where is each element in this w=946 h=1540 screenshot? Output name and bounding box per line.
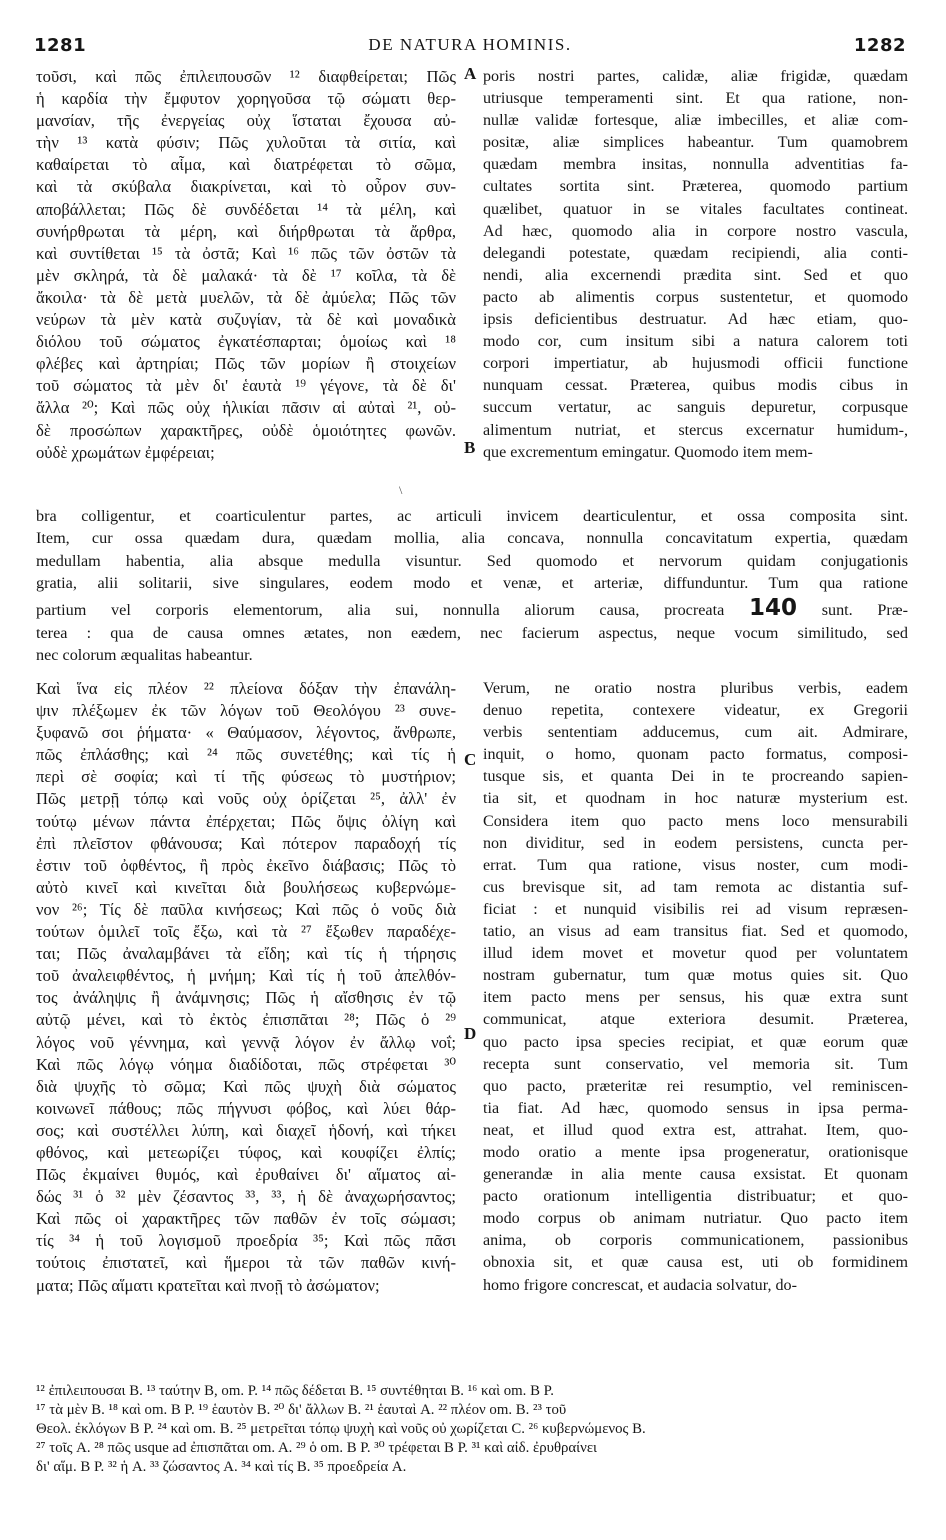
latin-text-line: tusque sis, et quanta Dei in te procreando sapien-	[483, 768, 908, 786]
greek-text-line: ξυφανῶ σοι ῥήματα· « Θαύμασον, λέγοντος, ἄνθρωπε,	[36, 723, 456, 743]
greek-text-line: σος; καὶ συστέλλει λύπη, καὶ διαχεῖ ἡδονή, καὶ τήκει	[36, 1120, 456, 1140]
greek-text-line: Καὶ πῶς οἱ χαρακτῆρες τῶν παθῶν ἐν τοῖς σώμασι;	[36, 1209, 456, 1229]
greek-text-line: κοινωνεῖ πάθους; πῶς πήγνυσι φόβος, καὶ λύει θάρ-	[36, 1098, 456, 1118]
greek-text-line: οὐδὲ χρωμάτων ἐμφέρειαι;	[36, 442, 215, 462]
latin-text-line: generandæ in alia mente causa exsistat. Et quonam	[483, 1166, 908, 1184]
greek-text-line: τοῦσι, καὶ πῶς ἐπιλειπουσῶν ¹² διαφθείρεται; Πῶς	[36, 67, 456, 86]
greek-text-line: Πῶς μετρῇ τόπῳ καὶ νοῦς οὐχ ὁρίζεται ²⁵, ἀλλ' ἐν	[36, 789, 456, 809]
latin-text-line: modo oratio a mente ipsa progeneratur, orationisque	[483, 1143, 908, 1161]
greek-text-line: αποβάλλεται; Πῶς δὲ συνδέδεται ¹⁴ τὰ μέλη, καὶ	[36, 199, 456, 219]
margin-marker-b: B	[464, 438, 476, 457]
latin-text-line: Considera item quo pacto mens loco mensurabili	[483, 812, 908, 830]
latin-text-line: modo cor, cum insitum sibi a natura calorem toti	[483, 333, 908, 351]
greek-text-line: φλέβες καὶ ἀρτηρίαι; Πῶς τῶν μορίων ἢ στοιχείων	[36, 354, 456, 374]
latin-text-line: Ad hæc, quomodo alia in corpore nostro vascula,	[483, 222, 908, 240]
greek-column-top	[36, 66, 456, 464]
latin-text-line: non dividitur, sed in eodem persistens, cuncta per-	[483, 834, 908, 852]
latin-text-line: nunquam cessat. Præterea, quibus modis cibus in	[483, 377, 908, 395]
greek-text-line: τούτοις ἐπιστατεῖ, καὶ ἥμεροι τὰ τῶν παθῶν κινή-	[36, 1253, 456, 1273]
footnotes	[36, 1382, 908, 1477]
greek-text-line: Καὶ πῶς λόγῳ νόημα διαδίδοται, πῶς στρέφεται ³⁰	[36, 1054, 456, 1074]
latin-text-line: quælibet, quatuor in se vitales facultates contineat.	[483, 200, 908, 218]
greek-text-line: μανσίαν, τῆς ἐνεργείας οὐχ ἵσταται ἔχουσα αὐ-	[36, 111, 456, 131]
greek-text-line: δώς ³¹ ὁ ³² μὲν ζέσαντος ³³, ³³, ἡ δὲ ἀναχωρήσαντος;	[36, 1187, 456, 1207]
latin-text-line: tatio, an visus ad eam transitus fiat. Sed et quomodo,	[483, 923, 908, 941]
latin-text-line: recepta sunt conservatio, vel memoria sit. Tum	[483, 1055, 908, 1073]
latin-text-line: pacto ab alimentis corpus sustentetur, et quomodo	[483, 288, 908, 306]
greek-text-line: λόγος νοῦ γέννημα, καὶ γεννᾷ λόγον ἐν ἄλλῳ νοΐ;	[36, 1032, 456, 1052]
latin-text-line: Item, cur ossa quædam dura, quædam mollia, alia concava, nonnulla concavitatum expertia, quædam	[36, 529, 908, 548]
text-after-column-number: sunt. Præ-	[821, 601, 908, 620]
page-number-right: 1282	[853, 34, 906, 56]
running-title: DE NATURA HOMINIS.	[368, 35, 572, 54]
greek-column-bottom	[36, 678, 456, 1297]
footnote-line: ¹⁷ τὰ μὲν B. ¹⁸ καὶ om. B P. ¹⁹ ἑαυτὸν B. ²⁰ δι' ἄλλων B. ²¹ ἑαυταὶ A. ²² πλέον om. B. ²³ τοῦ	[36, 1402, 567, 1418]
greek-text-line: ἡ καρδία τὴν ἔμφυτον χορηγοῦσα τῷ σώματι θερ-	[36, 89, 456, 109]
greek-text-line: Καὶ ἵνα εἰς πλέον ²² πλείονα δόξαν τὴν ἐπανάλη-	[36, 679, 456, 698]
latin-text-line: homo frigore concrescat, et audacia solvatur, do-	[483, 1276, 797, 1294]
running-header	[34, 30, 906, 60]
latin-text-line: corpori impertiatur, ab hujusmodi officii functione	[483, 355, 908, 373]
footnote-line: ²⁷ τοῖς A. ²⁸ πῶς usque ad ἐπισπᾶται om. A. ²⁹ ὁ om. B P. ³⁰ τρέφεται B P. ³¹ καὶ αἰδ. ἐρυθραίνει	[36, 1440, 598, 1456]
greek-text-line: αὐτὸ κινεῖ καὶ κινεῖται διὰ βουλήσεως κυβερνώμε-	[36, 877, 456, 897]
greek-text-line: Πῶς ἐκμαίνει θυμός, καὶ ἐρυθαίνει δι' αἵματος αἰ-	[36, 1165, 456, 1185]
latin-text-line: item pacto mens per sensus, his quæ extra sunt	[483, 989, 908, 1007]
latin-text-line: denuo repetita, contexere videatur, ex Gregorii	[483, 702, 908, 720]
latin-text-line: ficiat : et nunquid visibilis rei ad visum repræsen-	[483, 900, 908, 918]
latin-text-line: bra colligentur, et coarticulentur partes, ac articuli invicem dearticulentur, et ossa composita sint.	[36, 507, 908, 525]
greek-text-line: ψιν πλέξωμεν ἐκ τῶν λόγων τοῦ Θεολόγου ²³ συνε-	[36, 701, 456, 721]
latin-text-line: quo pacto, præteritæ rei resumptio, vel reminiscen-	[483, 1077, 908, 1095]
latin-text-line: terea : qua de causa omnes ætates, non eædem, nec facierum aspectus, neque vocum similitudo, sed	[36, 624, 908, 643]
greek-text-line: ται; Πῶς ἀναλαμβάνει τὰ εἴδη; καὶ τίς ἡ τήρησις	[36, 944, 456, 964]
greek-text-line: δὲ προσώπων χαρακτῆρες, οὐδὲ ὁμοιότητες φωνῶν.	[36, 420, 456, 440]
greek-text-line: αὐτῷ μένει, καὶ τὸ ἐκτὸς ἐπισπᾶται ²⁸; Πῶς ὁ ²⁹	[36, 1010, 456, 1030]
greek-text-line: πῶς ἐπλάσθης; καὶ ²⁴ πῶς συνετέθης; καὶ τίς ἡ	[36, 745, 456, 765]
footnote-line: ¹² ἐπιλειπουσαι B. ¹³ ταύτην B, om. P. ¹⁴ πῶς δέδεται B. ¹⁵ συντέθηται B. ¹⁶ καὶ om. B P.	[36, 1383, 554, 1399]
greek-text-line: ἐπὶ πλεῖστον φθάνουσα; Καὶ πότερον παραδοχή τίς	[36, 833, 456, 853]
greek-text-line: διὰ ψυχῆς τὸ σῶμα; Καὶ πῶς ψυχὴ διὰ σώματος	[36, 1076, 456, 1096]
greek-text-line: φθόνος, καὶ μετεωρίζει τύφος, καὶ κουφίζει ἐλπίς;	[36, 1142, 456, 1162]
greek-text-line: περὶ σὲ σοφία; καὶ τί τῆς φύσεως τὸ μυστήριον;	[36, 767, 456, 787]
footnote-line: δι' αἵμ. B P. ³² ἡ A. ³³ ζώσαντος A. ³⁴ καὶ τίς B. ³⁵ προεδρεία A.	[36, 1459, 407, 1475]
latin-text-line: nendi, alia excernendi prædita sint. Sed et quo	[483, 266, 908, 284]
greek-text-line: ματα; Πῶς αἵματι κρατεῖται καὶ πνοῇ τὸ ἀσώματον;	[36, 1275, 380, 1295]
latin-text-line: nec colorum æqualitas habeantur.	[36, 646, 253, 665]
footnote-line: Θεολ. ἐκλόγων B P. ²⁴ καὶ om. B. ²⁵ μετρεῖται τόπῳ ψυχὴ καὶ νοῦς οὐ χωρίζεται C. ²⁶ κυβερνώμενος B.	[36, 1421, 646, 1437]
greek-text-line: τοῦ σώματος τὰ μὲν δι' ἑαυτὰ ¹⁹ γέγονε, τὰ δὲ δι'	[36, 376, 456, 396]
greek-text-line: τούτων ὁμιλεῖ τοῖς ἔξω, καὶ τὰ ²⁷ ἔξωθεν παραδέχε-	[36, 922, 456, 942]
latin-text-line: modo corpus ob animam nutriatur. Quo pacto item	[483, 1210, 908, 1228]
column-number: 140	[748, 595, 797, 622]
latin-text-line: medullam habentia, alia absque medulla visuntur. Sed quomodo et nervorum quidam conjugationis	[36, 551, 908, 570]
greek-text-line: ἄλλα ²⁰; Καὶ πῶς οὐχ ἡλικίαι πᾶσιν αἱ αὐταὶ ²¹, οὐ-	[36, 398, 456, 418]
greek-text-line: τούτῳ μένων πάντα ἐπέρχεται; Πῶς ὄψις ὀλίγη καὶ	[36, 811, 456, 831]
latin-text-line: utriusque temperamenti sint. Et qua ratione, non-	[483, 90, 908, 108]
margin-marker-d: D	[464, 1024, 477, 1043]
latin-text-line: inquit, o homo, quonam pacto formatus, composi-	[483, 746, 908, 764]
greek-text-line: διόλου τοῦ σώματος ἐγκατέσπαρται; ὁμοίως καὶ ¹⁸	[36, 332, 456, 352]
latin-text-line: anima, ob corporis communicationem, passionibus	[483, 1232, 908, 1250]
greek-text-line: συνήρθρωται τὰ μέρη, καὶ διήρθρωται τὰ ἄρθρα,	[36, 221, 456, 241]
latin-text-line: positæ, aliæ simplices habeantur. Tum quamobrem	[483, 134, 908, 152]
greek-text-line: τὴν ¹³ κατὰ φύσιν; Πῶς χυλοῦται τὰ σιτία, καὶ	[36, 133, 456, 153]
latin-text-line: nullæ validæ fortesque, aliæ imbecilles, et aliæ com-	[483, 112, 908, 130]
page-number-left: 1281	[34, 34, 87, 56]
stray-mark: \	[399, 483, 403, 497]
latin-text-line: communicat, atque exteriora desumit. Præterea,	[483, 1011, 908, 1029]
greek-text-line: νεύρων τὰ μὲν κατὰ συζυγίαν, τὰ δὲ καὶ μοναδικὰ	[36, 310, 456, 330]
latin-text-line: succum vertatur, ac sanguis depuretur, corpusque	[483, 399, 908, 417]
latin-full-width-block	[36, 505, 908, 667]
text-before-column-number: partium vel corporis elementorum, alia sui, nonnulla aliorum causa, procreata	[36, 601, 725, 620]
latin-text-line: delegandi potestate, quædam recipiendi, alia conti-	[483, 244, 908, 262]
latin-text-line: que excrementum emingatur. Quomodo item mem-	[483, 443, 813, 461]
text-line-with-column-number	[36, 594, 908, 622]
greek-text-line: τίς ³⁴ ἡ τοῦ λογισμοῦ προεδρία ³⁵; Καὶ πῶς πᾶσι	[36, 1231, 456, 1251]
latin-text-line: illud idem movet et movetur quod per voluntatem	[483, 945, 908, 963]
latin-text-line: quædam membra insitas, nonnulla adventitias fa-	[483, 156, 908, 174]
latin-text-line: ipsis deficientibus destruatur. Ad hæc etiam, quo-	[483, 311, 908, 329]
greek-text-line: καθαίρεται τὸ αἷμα, καὶ διατρέφεται τὸ σῶμα,	[36, 155, 456, 175]
greek-text-line: τος ἀνάληψις ἢ ἀνάμνησις; Πῶς ἡ αἴσθησις ἐν τῷ	[36, 988, 456, 1008]
greek-text-line: τοῦ ἀναλειφθέντος, ἡ μνήμη; Καὶ τίς ἡ τοῦ ἀπελθόν-	[36, 966, 456, 986]
latin-text-line: gratia, alii solitarii, sive singulares, eodem modo et venæ, et arteriæ, diffunduntur. Tum qua ratione	[36, 573, 908, 592]
greek-text-line: καὶ συντίθεται ¹⁵ τὰ ὀστᾶ; Καὶ ¹⁶ πῶς τῶν ὀστῶν τὰ	[36, 243, 456, 263]
greek-text-line: μὲν σκληρά, τὰ δὲ μαλακά· τὰ δὲ ¹⁷ κοῖλα, τὰ δὲ	[36, 265, 456, 285]
latin-text-line: tia fiat. Ad hæc, quomodo sensus in ipsa perma-	[483, 1099, 908, 1117]
latin-column-bottom	[483, 678, 908, 1297]
latin-text-line: quo pacto ipsa species recipiat, et quæ eorum quæ	[483, 1033, 908, 1051]
latin-text-line: nostram gubernatur, tum quæ motus quies sit. Quo	[483, 967, 908, 985]
latin-text-line: obnoxia sit, et quæ causa est, uti ob formidinem	[483, 1254, 908, 1272]
greek-text-line: καὶ τὰ σκύβαλα διακρίνεται, καὶ τὸ οὖρον συν-	[36, 177, 456, 197]
margin-marker-a: A	[464, 64, 477, 83]
greek-text-line: νον ²⁶; Τίς δὲ παῦλα κινήσεως; Καὶ πῶς ὁ νοῦς διὰ	[36, 899, 456, 919]
latin-text-line: poris nostri partes, calidæ, aliæ frigidæ, quædam	[483, 68, 908, 85]
latin-text-line: pacto orationum intelligentia distribuatur; et quo-	[483, 1188, 908, 1206]
latin-column-top	[483, 66, 908, 464]
latin-text-line: Verum, ne oratio nostra pluribus verbis, eadem	[483, 680, 908, 697]
latin-text-line: tia sit, et quodnam in hoc naturæ mysterium est.	[483, 790, 908, 808]
latin-text-line: verbis sententiam adducemus, cum ait. Admirare,	[483, 724, 908, 742]
margin-marker-c: C	[464, 750, 477, 769]
greek-text-line: ἐστιν τοῦ ὀφθέντος, ἢ πρὸς ἐκεῖνο διάβασις; Πῶς τὸ	[36, 855, 456, 875]
latin-text-line: neat, et illud quod extra est, attrahat. Item, quo-	[483, 1121, 908, 1139]
latin-text-line: alimentum nutriat, et stercus excernatur humidum-,	[483, 421, 908, 439]
latin-text-line: errat. Tum qua ratione, visus noster, cum modi-	[483, 856, 908, 874]
greek-text-line: ἄκοιλα· τὰ δὲ μετὰ μυελῶν, τὰ δὲ ἀμύελα; Πῶς τῶν	[36, 287, 456, 307]
latin-text-line: cultates sortita sint. Præterea, quomodo partium	[483, 178, 908, 196]
latin-text-line: cus brevisque sit, ad tam remota ac distantia suf-	[483, 878, 908, 896]
